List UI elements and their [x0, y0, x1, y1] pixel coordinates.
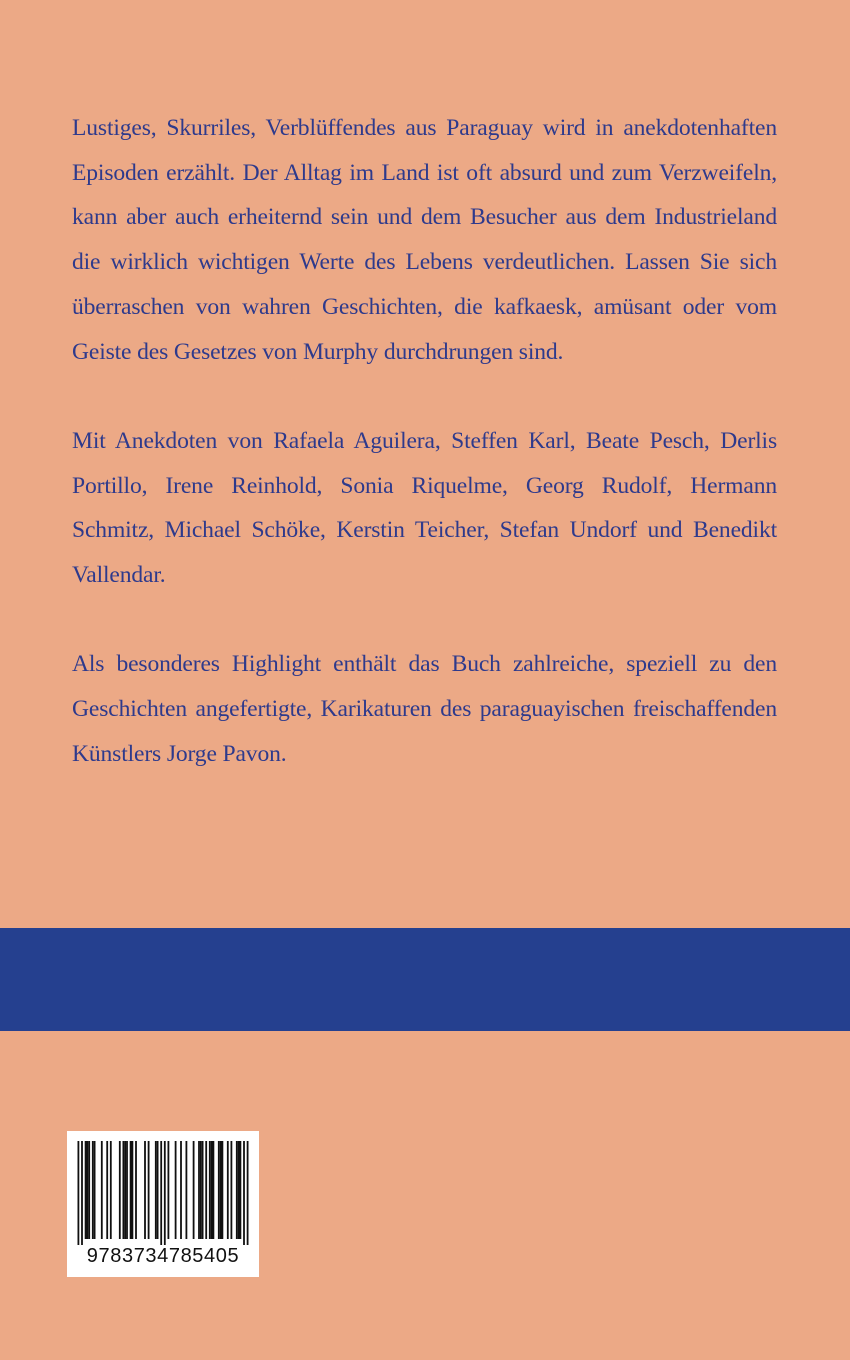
barcode-bar — [87, 1141, 89, 1239]
barcode-bar — [94, 1141, 96, 1239]
blurb-paragraph-highlight: Als besonderes Highlight enthält das Buch zahlreiche, speziell zu den Geschichten angefertigte, Karikaturen des paraguayischen freischaffenden Künstlers Jorge Pavon. — [72, 651, 777, 767]
barcode-bar — [198, 1141, 200, 1239]
barcode-bar — [126, 1141, 128, 1239]
decorative-blue-band — [0, 928, 850, 1031]
barcode-bar — [180, 1141, 182, 1239]
barcode-bar — [240, 1141, 242, 1239]
barcode-bar — [119, 1141, 121, 1239]
barcode-bar — [85, 1141, 87, 1239]
barcode-bar — [106, 1141, 108, 1239]
barcode-bar — [193, 1141, 195, 1239]
barcode-bar — [231, 1141, 233, 1239]
blurb-paragraph-contributors: Mit Anekdoten von Rafaela Aguilera, Steffen Karl, Beate Pesch, Derlis Portillo, Irene Reinhold, Sonia Riquelme, Georg Rudolf, Hermann Schmitz, Michael Schöke, Kerstin Teicher, Stefan Undorf und Benedikt Vallendar. — [72, 427, 777, 589]
barcode-bar — [124, 1141, 126, 1239]
barcode-bar — [160, 1141, 162, 1245]
barcode-bar — [243, 1141, 245, 1245]
barcode-bar — [110, 1141, 112, 1239]
barcode-bar — [132, 1141, 134, 1239]
barcode-bar — [222, 1141, 224, 1239]
barcode-bar — [164, 1141, 166, 1245]
barcode-bar — [157, 1141, 159, 1239]
barcode-bar — [88, 1141, 90, 1239]
barcode-bar — [101, 1141, 103, 1239]
barcode-bar — [148, 1141, 150, 1239]
barcode-bar — [130, 1141, 132, 1239]
barcode-bar — [200, 1141, 202, 1239]
barcode-bar — [218, 1141, 220, 1239]
barcode-bar — [135, 1141, 137, 1239]
barcode-bar — [238, 1141, 240, 1239]
barcode-bar — [236, 1141, 238, 1239]
barcode-bar — [81, 1141, 83, 1245]
barcode-bar — [175, 1141, 177, 1239]
barcode-bar — [247, 1141, 249, 1245]
barcode-bar — [123, 1141, 125, 1239]
barcode-bar — [186, 1141, 188, 1239]
barcode-bar — [155, 1141, 157, 1239]
barcode-bar — [202, 1141, 204, 1239]
barcode-bar — [209, 1141, 211, 1239]
back-cover-blurb — [72, 106, 777, 777]
barcode-bar — [227, 1141, 229, 1239]
barcode-bar — [205, 1141, 207, 1239]
barcode-bar — [220, 1141, 222, 1239]
barcode-bar — [213, 1141, 215, 1239]
barcode-bar — [78, 1141, 80, 1245]
barcode-bar — [144, 1141, 146, 1239]
barcode-bar — [168, 1141, 170, 1239]
blurb-paragraph-summary: Lustiges, Skurriles, Verblüffendes aus Paraguay wird in anekdotenhaften Episoden erzählt. Der Alltag im Land ist oft absurd und zum Verzweifeln, kann aber auch erheiternd sein und dem Besucher aus dem Industrieland die wirklich wichtigen Werte des Lebens verdeutlichen. Lassen Sie sich überraschen von wahren Geschichten, die kafkaesk, amüsant oder vom Geiste des Gesetzes von Murphy durchdrungen sind. — [72, 115, 777, 365]
isbn-number: 9783734785405 — [86, 1245, 240, 1267]
barcode-bar — [211, 1141, 213, 1239]
barcode-bar — [92, 1141, 94, 1239]
isbn-barcode — [67, 1131, 259, 1277]
